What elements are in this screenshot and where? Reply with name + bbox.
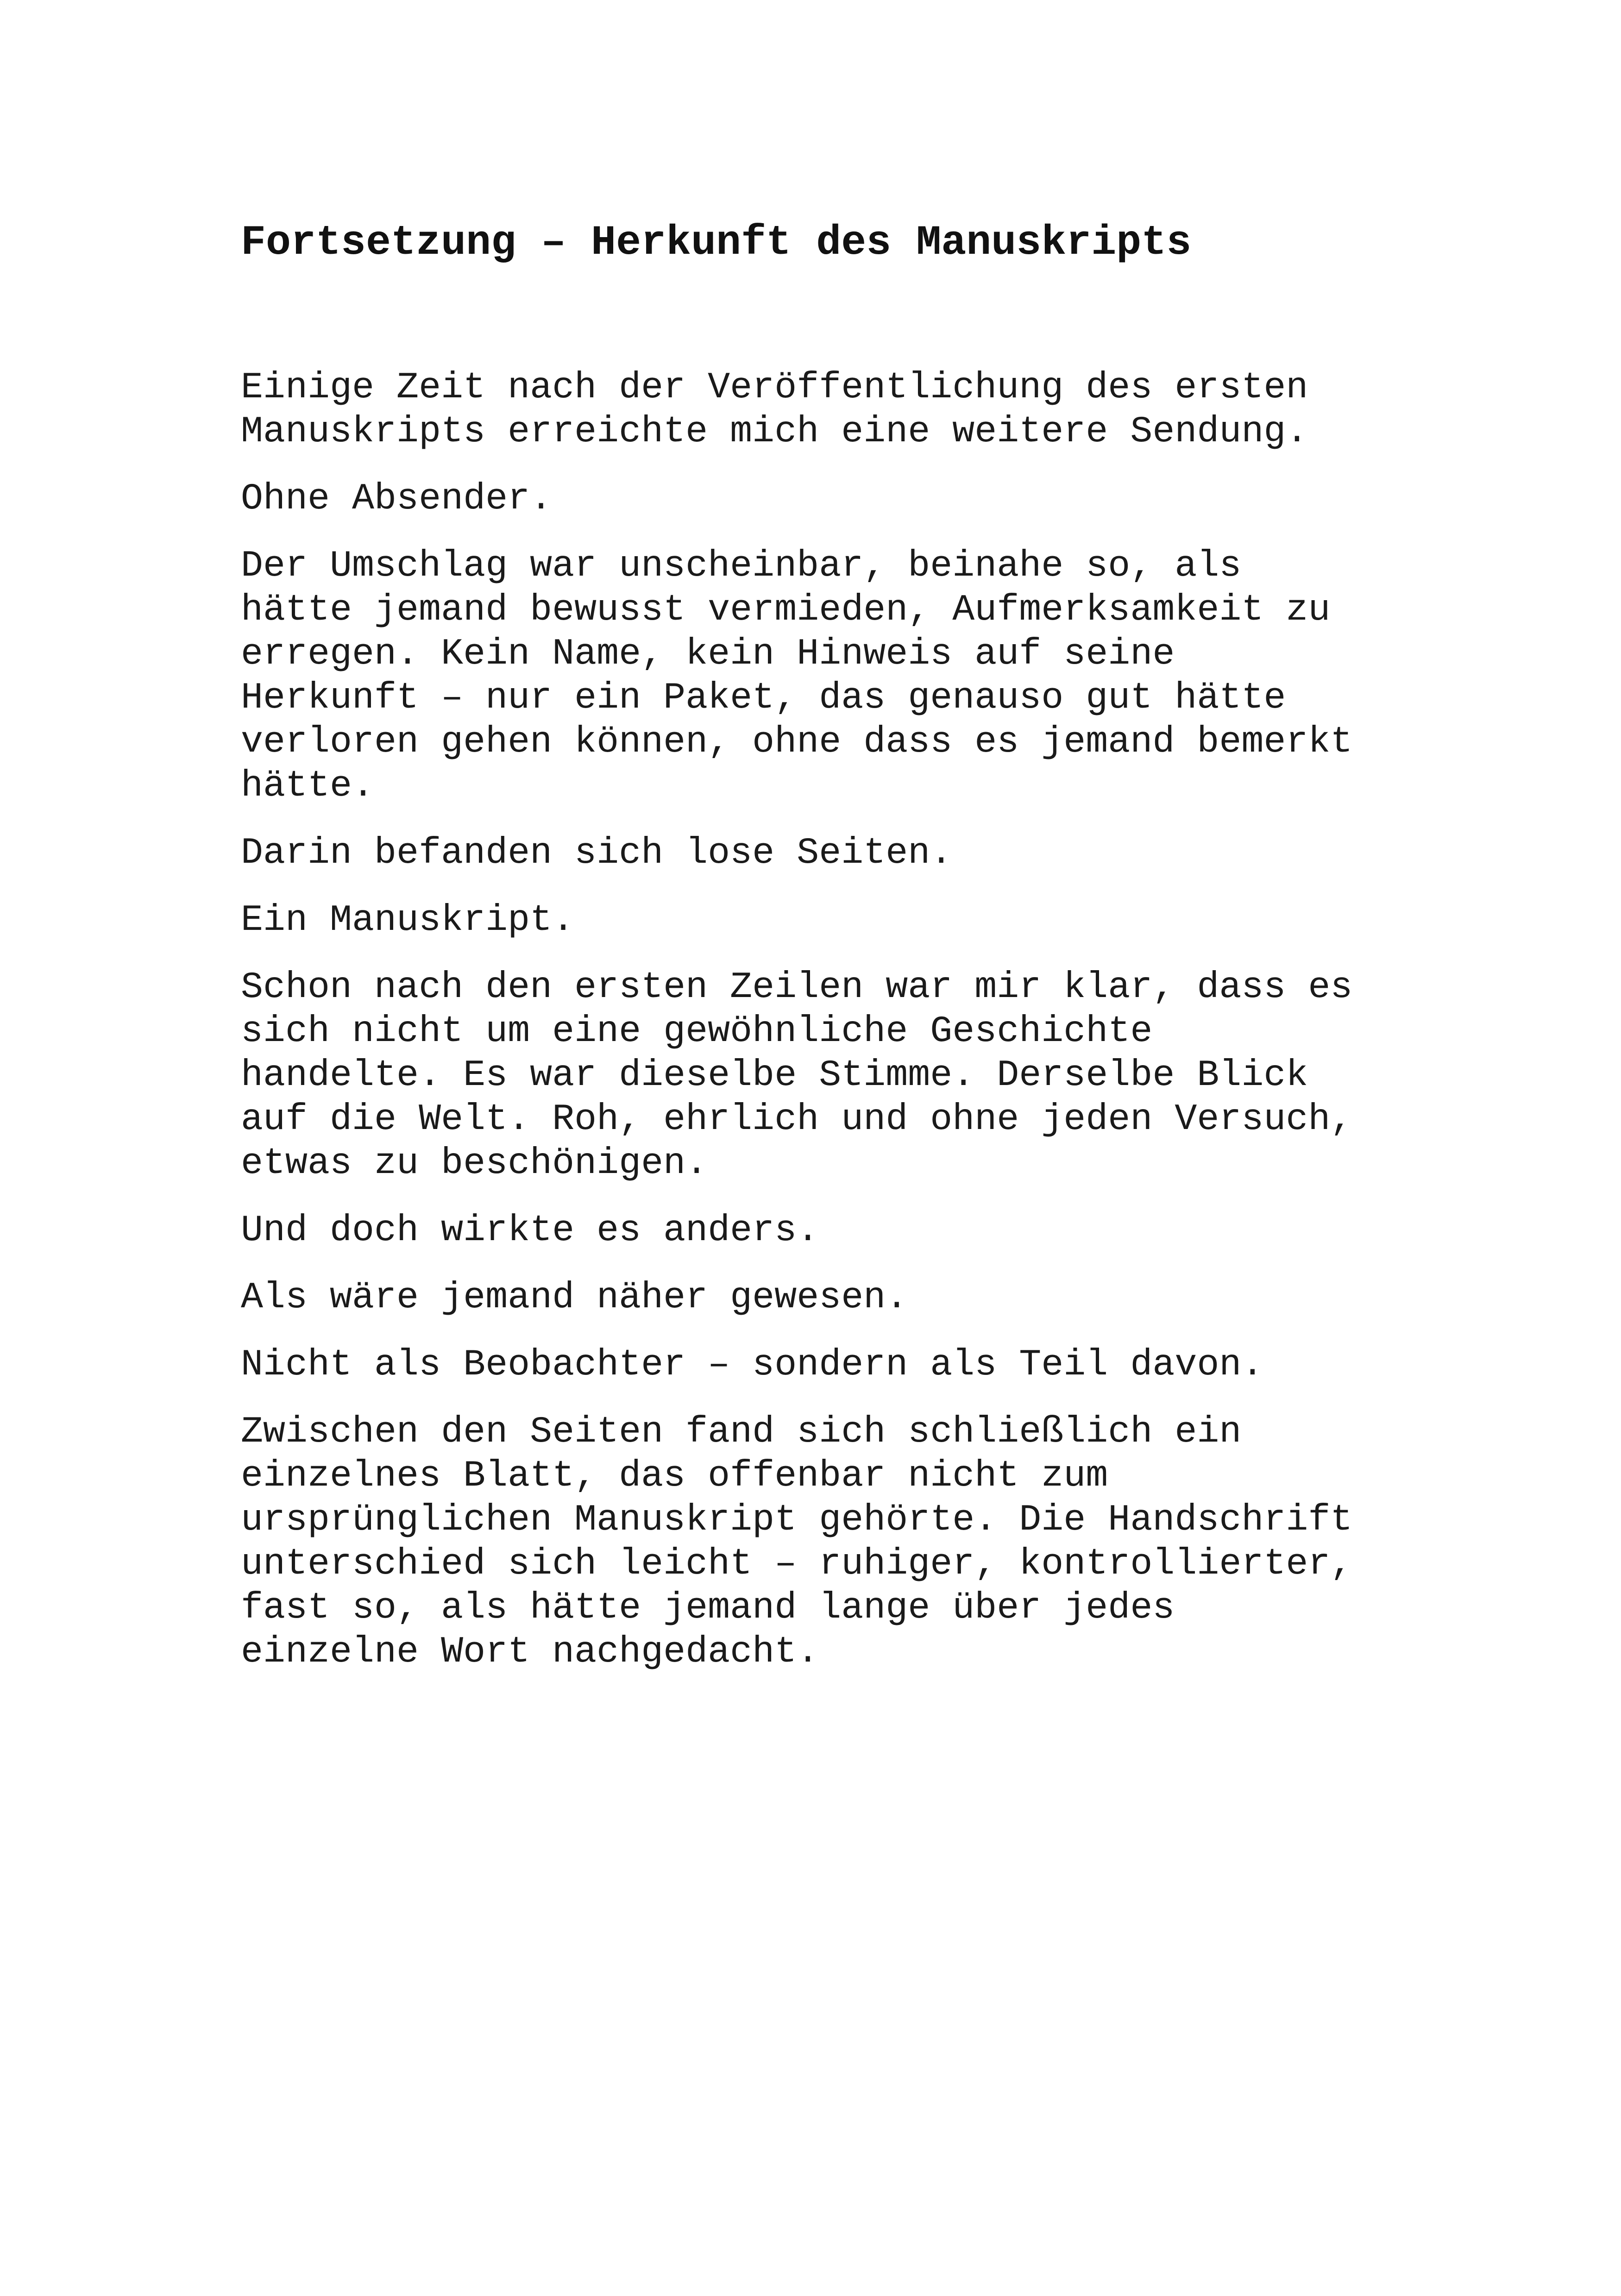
document-body xyxy=(241,366,1454,1674)
paragraph: Nicht als Beobachter – sondern als Teil davon. xyxy=(241,1344,1264,1386)
page-title: Fortsetzung – Herkunft des Manuskripts xyxy=(241,220,1192,267)
paragraph: Ohne Absender. xyxy=(241,478,553,520)
paragraph: Und doch wirkte es anders. xyxy=(241,1210,819,1252)
paragraph: Ein Manuskript. xyxy=(241,899,575,941)
paragraph: Der Umschlag war unscheinbar, beinahe so, als hätte jemand bewusst vermieden, Aufmerksamkeit zu erregen. Kein Name, kein Hinweis auf seine Herkunft – nur ein Paket, das genauso gut hätte verloren gehen können, ohne dass es jemand bemerkt hätte. xyxy=(241,545,1353,807)
paragraph: Zwischen den Seiten fand sich schließlich ein einzelnes Blatt, das offenbar nicht zum ursprünglichen Manuskript gehörte. Die Handschrift unterschied sich leicht – ruhiger, kontrollierter, fast so, als hätte jemand lange über jedes einzelne Wort nachgedacht. xyxy=(241,1411,1353,1673)
paragraph: Schon nach den ersten Zeilen war mir klar, dass es sich nicht um eine gewöhnliche Geschichte handelte. Es war dieselbe Stimme. Derselbe Blick auf die Welt. Roh, ehrlich und ohne jeden Versuch, etwas zu beschönigen. xyxy=(241,966,1353,1185)
page-content xyxy=(241,218,1454,1697)
paragraph: Als wäre jemand näher gewesen. xyxy=(241,1277,908,1319)
paragraph: Einige Zeit nach der Veröffentlichung des ersten Manuskripts erreichte mich eine weitere Sendung. xyxy=(241,367,1308,453)
paragraph: Darin befanden sich lose Seiten. xyxy=(241,832,953,874)
